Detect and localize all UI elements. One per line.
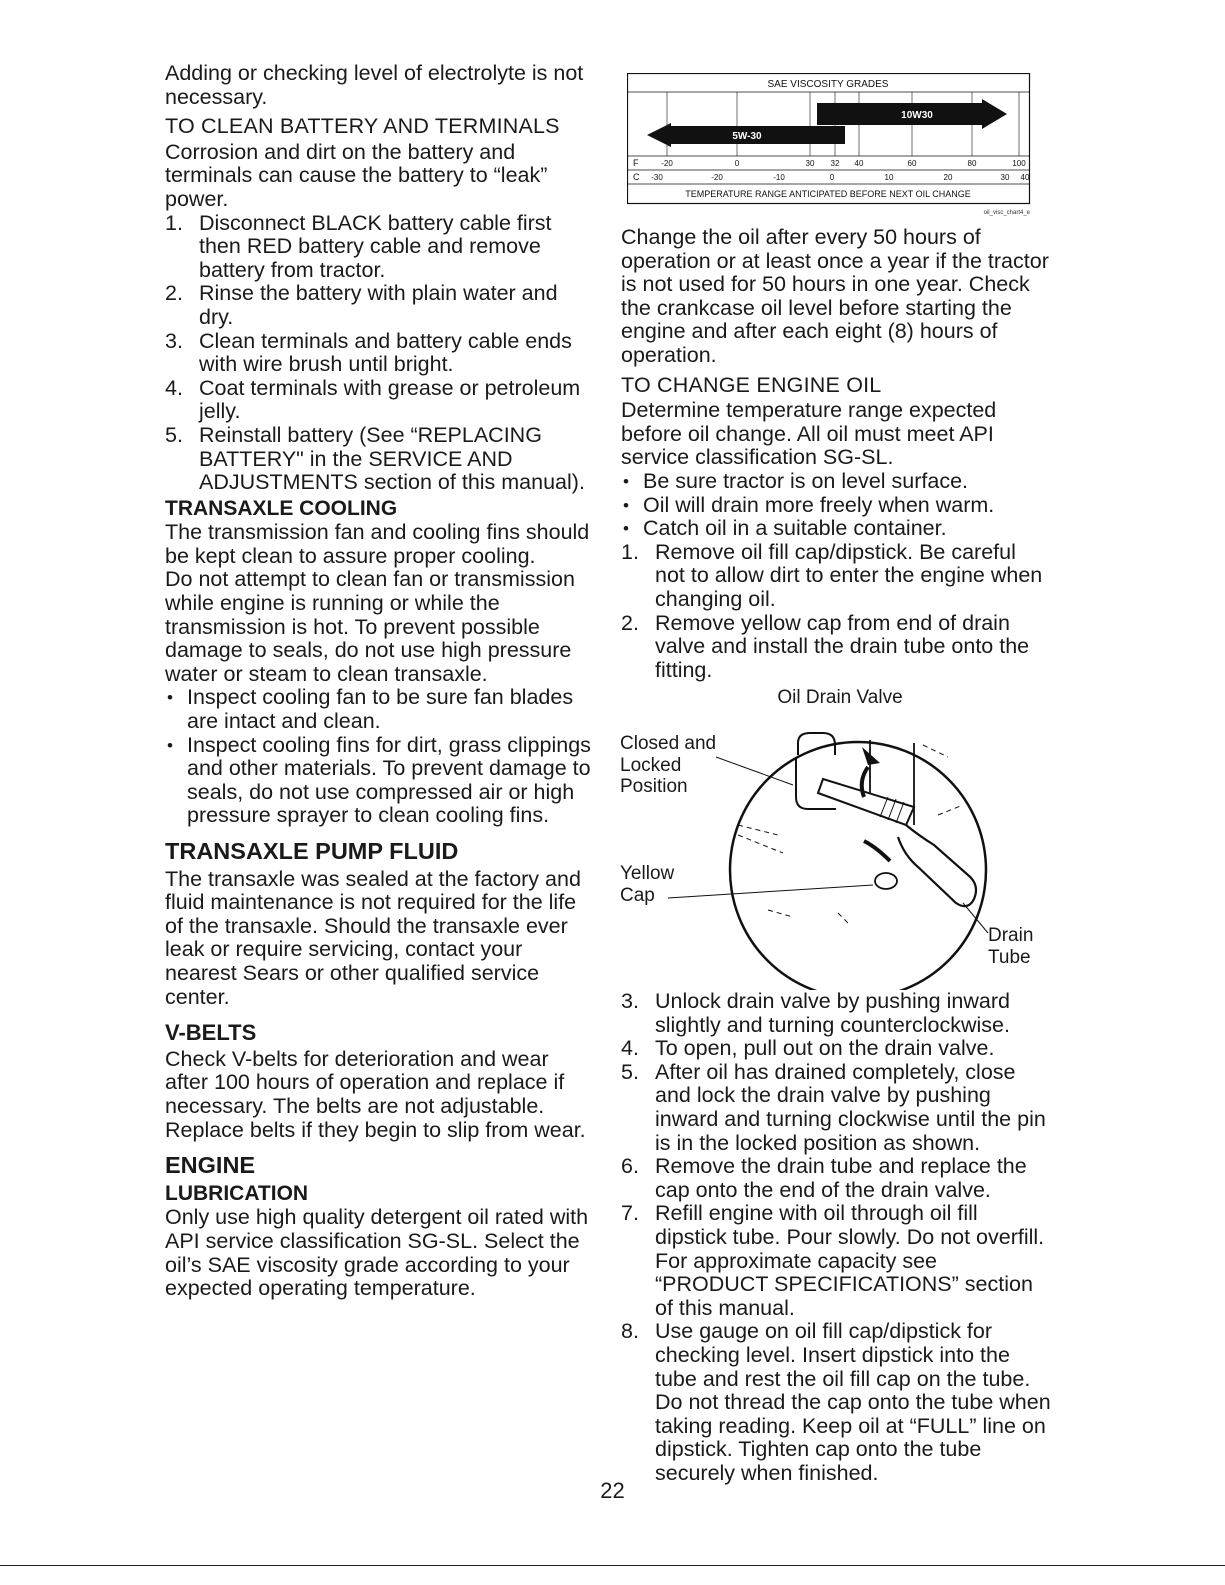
list-item: • Catch oil in a suitable container. — [621, 517, 1051, 541]
clean-battery-text: Corrosion and dirt on the battery and terminals can cause the battery to “leak” power. — [165, 139, 548, 211]
change-oil-intro: Determine temperature range expected before oil change. All oil must meet API service classification SG-SL. — [621, 398, 997, 470]
f-tick-label: 0 — [734, 159, 740, 168]
c-tick-label: 40 — [1020, 173, 1030, 182]
list-item: 2. Rinse the battery with plain water and dry. — [165, 281, 558, 329]
clean-battery-steps — [165, 212, 595, 495]
drain-tube-leader — [963, 903, 988, 933]
c-tick-label: -30 — [651, 173, 663, 182]
chart-image-code: oil_visc_chart4_e — [983, 210, 1030, 216]
bar-label-10w30: 10W30 — [901, 110, 933, 121]
drain-valve-illustration — [618, 685, 1048, 990]
closed-locked-label: Closed and Locked Position — [620, 733, 717, 797]
right-column — [621, 226, 1051, 682]
list-item: 5. After oil has drained completely, close and lock the drain valve by pushing inward and turning clockwise until the pin is in the locked position as shown. — [621, 1059, 1046, 1155]
engine-heading: ENGINE — [165, 1152, 256, 1179]
oil-change-interval-text: Change the oil after every 50 hours of operation or at least once a year if the tractor is not used for 50 hours in one year. Check the crankcase oil level before starting the engine and after each eight (8) hours of operation. — [621, 225, 1049, 367]
lubrication-text: Only use high quality detergent oil rated with API service classification SG-SL. Select the oil’s SAE viscosity grade according to your expected operating temperature. — [165, 1205, 589, 1301]
detail-circle — [730, 742, 986, 990]
left-column — [165, 62, 595, 1301]
chart-footer: TEMPERATURE RANGE ANTICIPATED BEFORE NEXT OIL CHANGE — [685, 189, 971, 199]
valve-stem — [818, 779, 914, 825]
rotation-arrow-head — [862, 747, 880, 765]
change-oil-steps-b — [621, 990, 1051, 1485]
list-item: 3. Unlock drain valve by pushing inward slightly and turning counterclockwise. — [621, 989, 1010, 1037]
list-item: • Inspect cooling fins for dirt, grass clippings and other materials. To prevent damage to seals, do not use compressed air or high pressure sprayer to clean cooling fins. — [165, 734, 595, 828]
transaxle-cooling-heading: TRANSAXLE COOLING — [165, 496, 398, 520]
clean-battery-heading: TO CLEAN BATTERY AND TERMINALS — [165, 114, 560, 139]
c-tick-label: 10 — [884, 173, 894, 182]
c-row-label: C — [633, 172, 640, 182]
right-column-lower — [621, 990, 1051, 1485]
change-oil-heading: TO CHANGE ENGINE OIL — [621, 372, 882, 397]
change-oil-steps-a — [621, 541, 1051, 683]
electrolyte-note: Adding or checking level of electrolyte is not necessary. — [165, 61, 584, 109]
chart-title: SAE VISCOSITY GRADES — [767, 79, 889, 90]
bar-label-5w30: 5W-30 — [732, 131, 762, 142]
change-oil-bullets — [621, 470, 1051, 541]
f-tick-label: 40 — [854, 159, 864, 168]
list-item: 3. Clean terminals and battery cable ends with wire brush until bright. — [165, 328, 572, 377]
list-item: • Inspect cooling fan to be sure fan blades are intact and clean. — [165, 686, 595, 733]
viscosity-chart-svg — [627, 73, 1032, 219]
cooling-paragraph-2: Do not attempt to clean fan or transmission while engine is running or while the transmission is hot. To prevent possible damage to seals, do not use high pressure water or steam to clean transaxle. — [165, 567, 575, 686]
f-row-label: F — [633, 158, 639, 168]
f-tick-label: 32 — [830, 159, 840, 168]
cooling-bullets — [165, 686, 595, 828]
list-item: 1. Remove oil fill cap/dipstick. Be careful not to allow dirt to enter the engine when changing oil. — [621, 539, 1043, 611]
list-item: 7. Refill engine with oil through oil fill dipstick tube. Pour slowly. Do not overfill. For approximate capacity see “PRODUCT SPECIFICATIONS” section of this manual. — [621, 1201, 1045, 1320]
c-tick-label: 20 — [943, 173, 953, 182]
bottom-rule — [0, 1565, 1225, 1566]
c-tick-label: -20 — [711, 173, 723, 182]
c-tick-label: -10 — [773, 173, 785, 182]
pump-fluid-heading: TRANSAXLE PUMP FLUID — [165, 838, 459, 864]
hidden-line-details — [738, 745, 963, 925]
oil-drain-valve-figure — [618, 685, 1048, 990]
vbelts-text: Check V-belts for deterioration and wear after 100 hours of operation and replace if necessary. The belts are not adjustable. Replace belts if they begin to slip from wear. — [165, 1046, 586, 1142]
list-item: 6. Remove the drain tube and replace the cap onto the end of the drain valve. — [621, 1154, 1027, 1202]
f-tick-label: 60 — [907, 159, 917, 168]
closed-locked-leader — [716, 757, 793, 785]
cooling-paragraph-1: The transmission fan and cooling fins should be kept clean to assure proper cooling. — [165, 520, 590, 568]
list-item: 2. Remove yellow cap from end of drain valve and install the drain tube onto the fitting. — [621, 610, 1030, 682]
yellow-cap-label: Yellow Cap — [620, 863, 675, 906]
list-item: 1. Disconnect BLACK battery cable first then RED battery cable and remove battery from tractor. — [165, 210, 552, 282]
list-item: 4. Coat terminals with grease or petroleum jelly. — [165, 375, 581, 424]
figure-title: Oil Drain Valve — [777, 687, 903, 708]
vbelts-heading: V-BELTS — [165, 1020, 257, 1046]
list-item: • Be sure tractor is on level surface. — [621, 470, 1051, 494]
yellow-cap-shape — [875, 873, 897, 889]
list-item: 5. Reinstall battery (See “REPLACING BATTERY" in the SERVICE AND ADJUSTMENTS section of this manual). — [165, 422, 585, 495]
page-number: 22 — [600, 1478, 625, 1503]
f-tick-label: 80 — [967, 159, 977, 168]
list-item: 4. To open, pull out on the drain valve. — [621, 1036, 995, 1061]
lubrication-heading: LUBRICATION — [165, 1181, 309, 1205]
drain-tube-outline — [898, 825, 976, 906]
pump-fluid-text: The transaxle was sealed at the factory and fluid maintenance is not required for the life of the transaxle. Should the transaxle ever leak or require servicing, contact your nearest Sears or other qualified service center. — [165, 866, 581, 1009]
f-tick-label: 30 — [805, 159, 815, 168]
yellow-cap-leader — [668, 885, 873, 898]
f-tick-label: -20 — [661, 159, 673, 168]
f-tick-label: 100 — [1012, 159, 1026, 168]
viscosity-chart — [627, 73, 1032, 219]
rotation-arrow-body — [864, 841, 890, 861]
list-item: 8. Use gauge on oil fill cap/dipstick for checking level. Insert dipstick into the tube and rest the oil fill cap on the tube. Do not thread the cap onto the tube when taking reading. Keep oil at “FULL” line on dipstick. Tighten cap onto the tube securely when finished. — [621, 1319, 1051, 1485]
drain-tube-label: Drain Tube — [988, 925, 1034, 968]
c-tick-label: 30 — [1000, 173, 1010, 182]
c-tick-label: 0 — [829, 173, 835, 182]
list-item: • Oil will drain more freely when warm. — [621, 494, 1051, 518]
